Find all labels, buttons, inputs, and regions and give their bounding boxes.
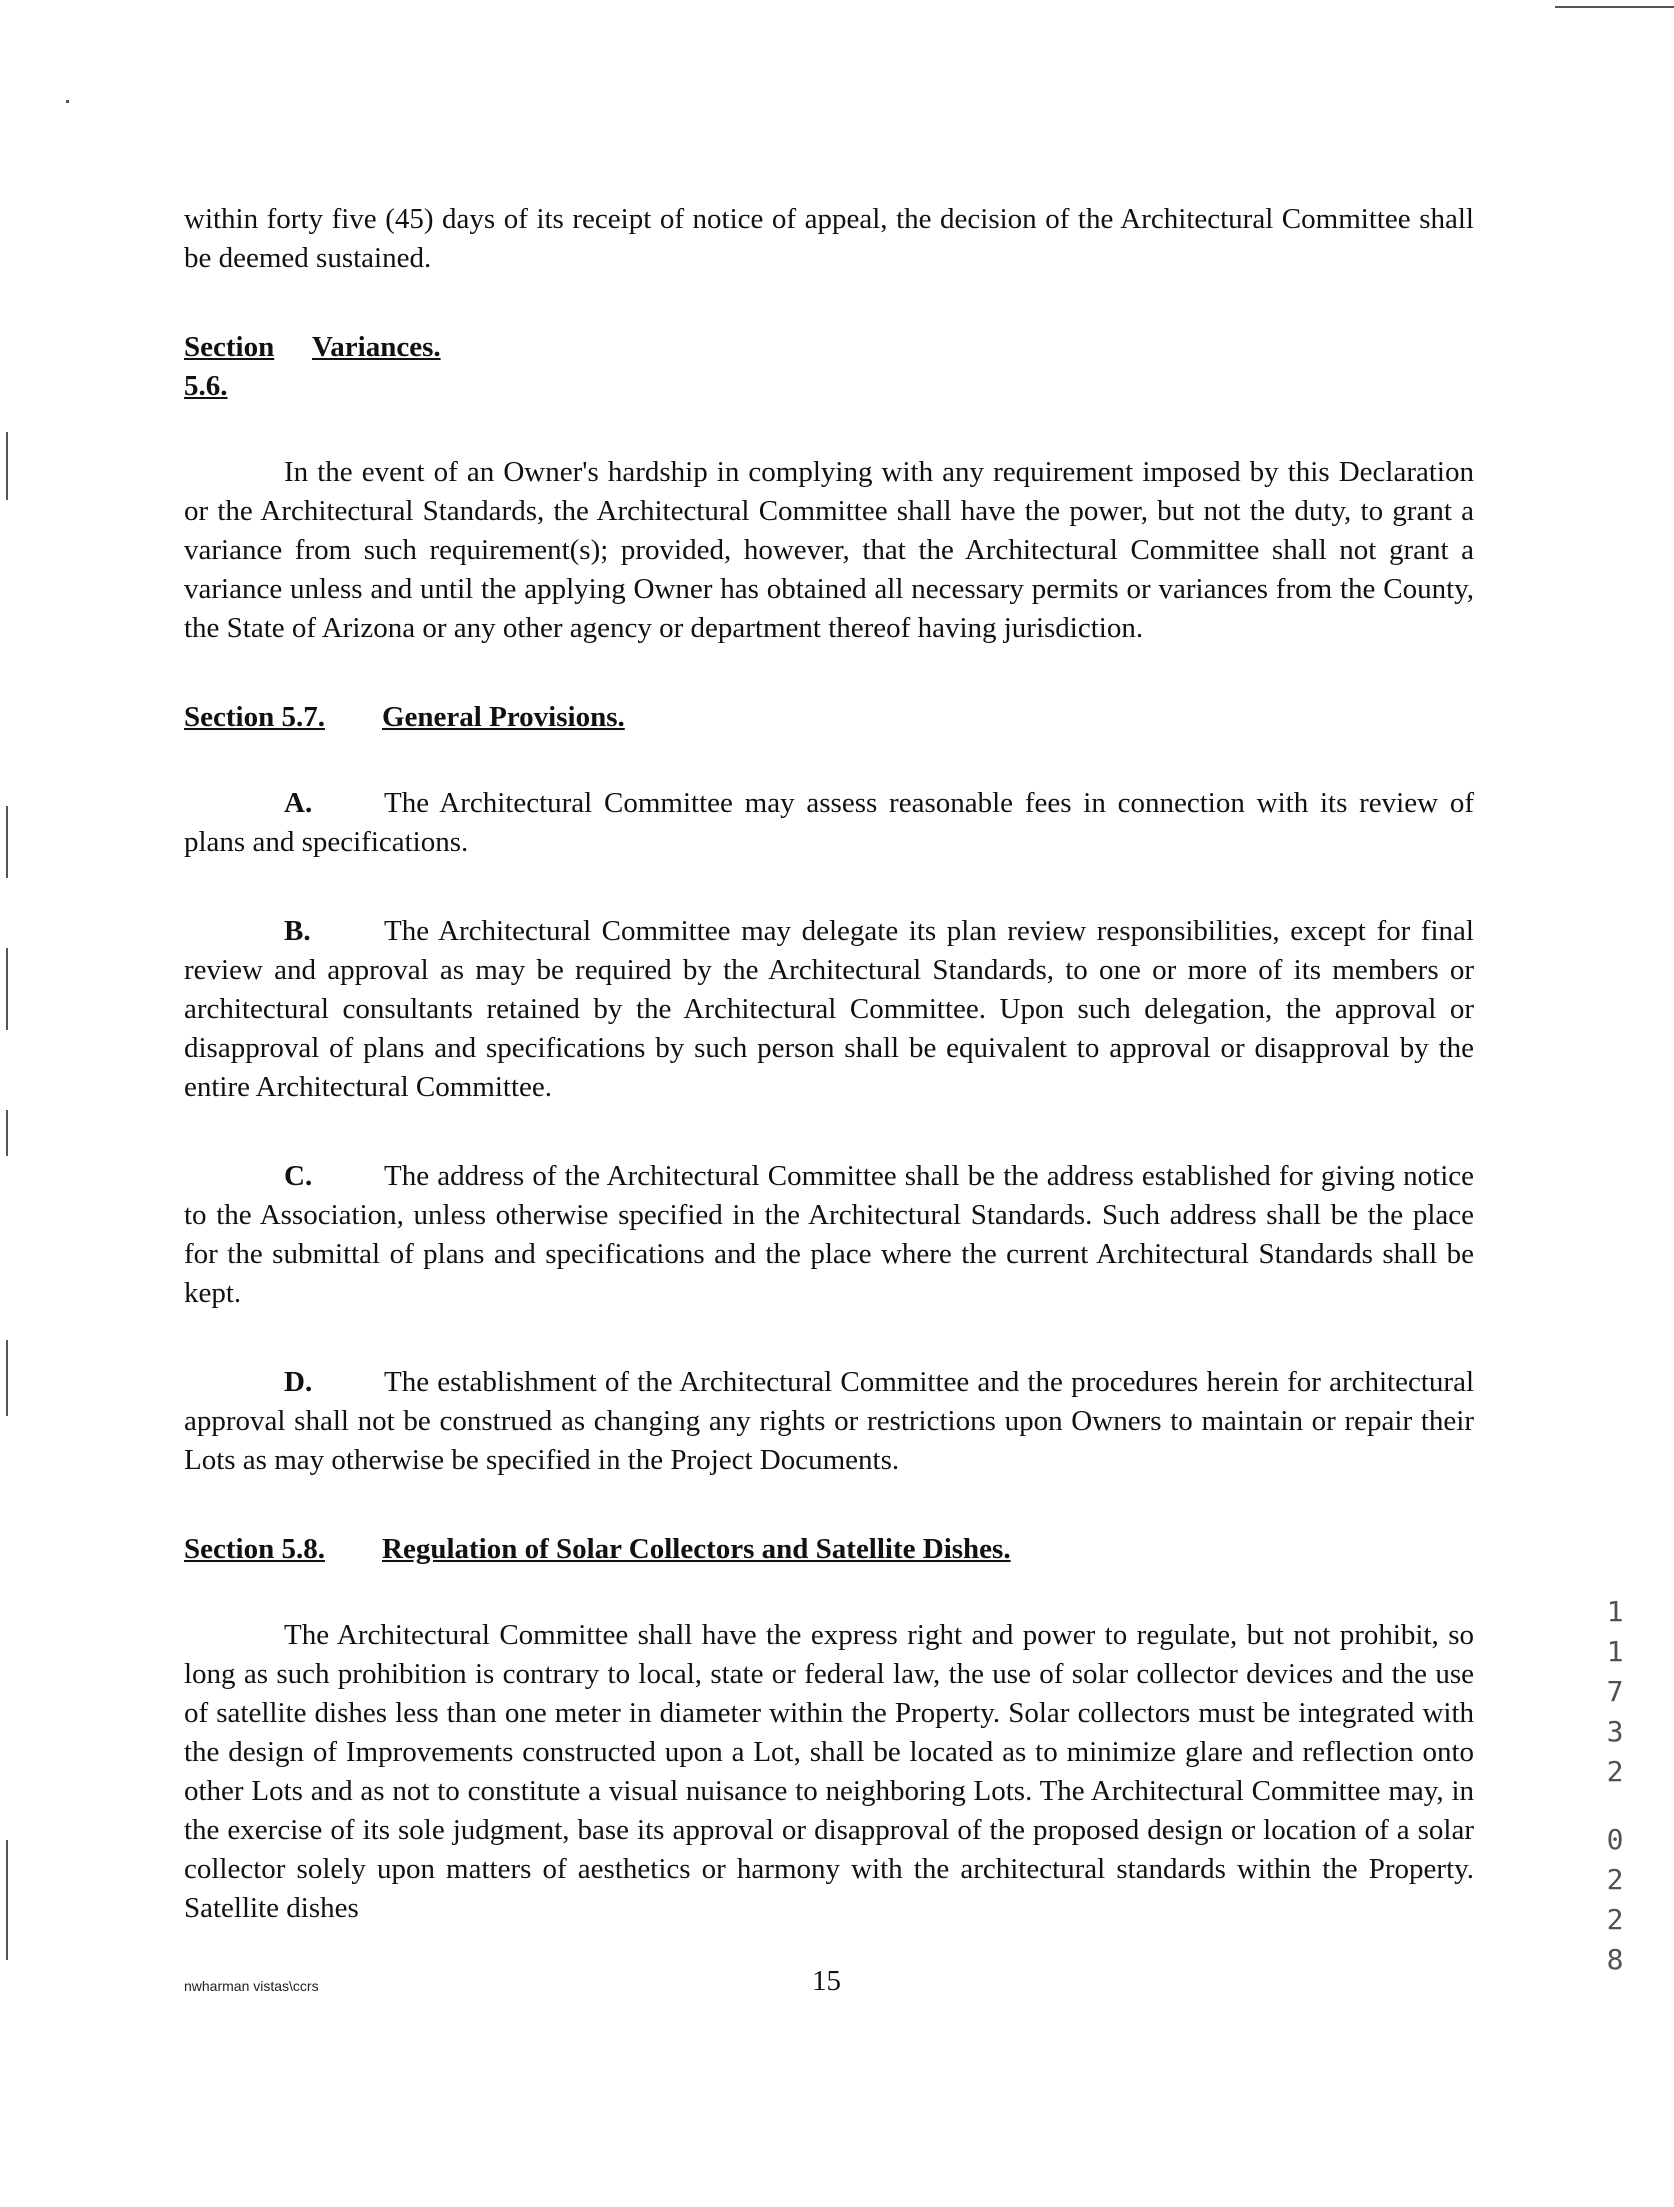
stamp-char: 7	[1606, 1675, 1624, 1708]
stamp-char: 8	[1606, 1943, 1624, 1976]
scan-artifact-margin-line	[6, 432, 8, 500]
item-text: The address of the Architectural Committee shall be the address established for giving notice to the Association, unless otherwise specified in the Architectural Standards. Such address shall be the place for the submittal of plans and specifications and the place where the current Architectural Standards shall be kept.	[184, 1160, 1474, 1309]
section-5-6-heading	[184, 328, 1474, 406]
scan-artifact-dot	[66, 100, 69, 103]
stamp-char: 2	[1606, 1755, 1624, 1788]
page-number: 15	[812, 1965, 841, 1997]
scan-artifact-margin-line	[6, 1110, 8, 1156]
item-text: The establishment of the Architectural Committee and the procedures herein for architectural approval shall not be construed as changing any rights or restrictions upon Owners to maintain or repair their Lots as may otherwise be specified in the Project Documents.	[184, 1366, 1474, 1476]
section-number: Section 5.8.	[184, 1533, 325, 1565]
recording-number-stamp	[1600, 1592, 1630, 1980]
scan-artifact-margin-line	[6, 1840, 8, 1960]
provision-item-d	[184, 1363, 1474, 1480]
provision-item-c	[184, 1157, 1474, 1313]
item-letter: D.	[284, 1366, 313, 1398]
section-title: Variances.	[312, 331, 441, 363]
scan-artifact-margin-line	[6, 806, 8, 878]
section-title: General Provisions.	[382, 701, 625, 733]
scan-artifact-margin-line	[6, 948, 8, 1030]
item-letter: B.	[284, 915, 311, 947]
stamp-gap	[1600, 1792, 1630, 1820]
document-body	[184, 200, 1474, 1928]
stamp-char: 2	[1606, 1863, 1624, 1896]
stamp-char: 3	[1606, 1715, 1624, 1748]
item-letter: A.	[284, 787, 313, 819]
scan-artifact-top-line	[1555, 6, 1674, 8]
section-5-6-paragraph: In the event of an Owner's hardship in complying with any requirement imposed by this Declaration or the Architectural Standards, the Architectural Committee shall have the power, but not the duty, to grant a variance from such requirement(s); provided, however, that the Architectural Committee shall not grant a variance unless and until the applying Owner has obtained all necessary permits or variances from the County, the State of Arizona or any other agency or department thereof having jurisdiction.	[184, 456, 1474, 644]
section-title: Regulation of Solar Collectors and Satellite Dishes.	[382, 1533, 1011, 1565]
section-number: Section 5.7.	[184, 701, 325, 733]
stamp-char: 1	[1606, 1595, 1624, 1628]
stamp-char: 2	[1606, 1903, 1624, 1936]
footer-file-path: nwharman vistas\ccrs	[184, 1978, 319, 1994]
stamp-char: 0	[1606, 1823, 1624, 1856]
item-letter: C.	[284, 1160, 313, 1192]
provision-item-b	[184, 912, 1474, 1107]
provision-item-a	[184, 784, 1474, 862]
section-5-7-heading	[184, 698, 1474, 737]
stamp-char: 1	[1606, 1635, 1624, 1668]
section-5-8-heading	[184, 1530, 1474, 1569]
opening-paragraph: within forty five (45) days of its receipt of notice of appeal, the decision of the Architectural Committee shall be deemed sustained.	[184, 203, 1474, 274]
item-text: The Architectural Committee may delegate its plan review responsibilities, except for final review and approval as may be required by the Architectural Standards, to one or more of its members or architectural consultants retained by the Architectural Committee. Upon such delegation, the approval or disapproval of plans and specifications by such person shall be equivalent to approval or disapproval by the entire Architectural Committee.	[184, 915, 1474, 1103]
section-number: Section 5.6.	[184, 331, 275, 402]
item-text: The Architectural Committee may assess reasonable fees in connection with its review of plans and specifications.	[184, 787, 1474, 858]
section-5-8-paragraph: The Architectural Committee shall have the express right and power to regulate, but not prohibit, so long as such prohibition is contrary to local, state or federal law, the use of solar collector devices and the use of satellite dishes less than one meter in diameter within the Property. Solar collectors must be integrated with the design of Improvements constructed upon a Lot, shall be located as to minimize glare and reflection onto other Lots and as not to constitute a visual nuisance to neighboring Lots. The Architectural Committee may, in the exercise of its sole judgment, base its approval or disapproval of the proposed design or location of a solar collector solely upon matters of aesthetics or harmony with the architectural standards within the Property. Satellite dishes	[184, 1619, 1474, 1924]
scan-artifact-margin-line	[6, 1340, 8, 1416]
